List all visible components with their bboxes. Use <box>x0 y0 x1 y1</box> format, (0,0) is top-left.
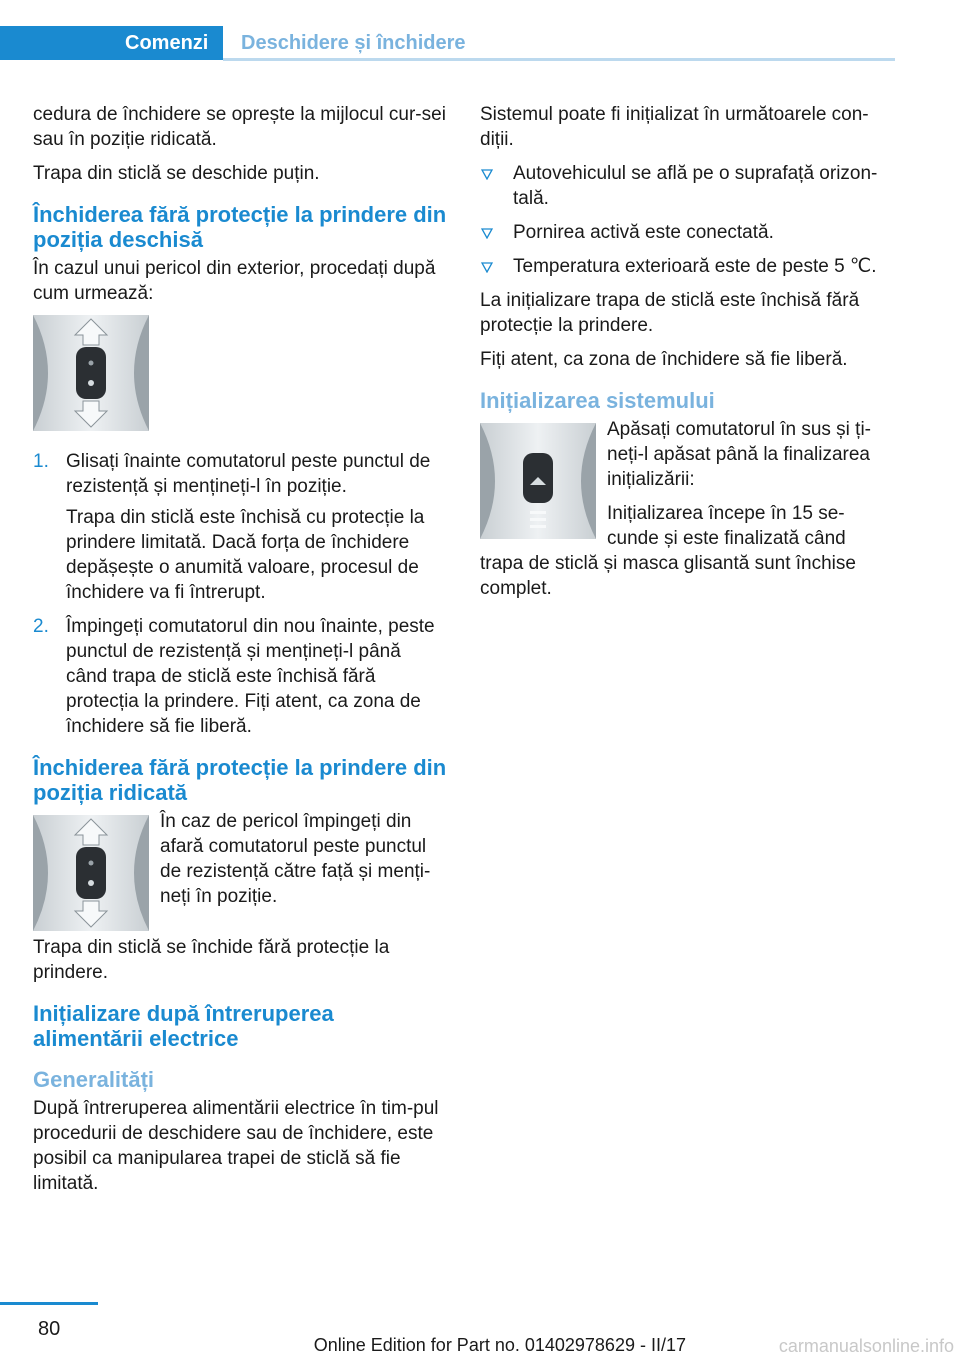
bullet-text: Pornirea activă este conectată. <box>513 222 774 243</box>
heading-system-init: Inițializarea sistemului <box>480 388 715 413</box>
page-header <box>0 0 960 62</box>
paragraph: După întreruperea alimentării electrice în tim‐pul procedurii de deschidere sau de închidere, este posibil ca manipularea trapei de sticlă să fie limitată. <box>33 1098 439 1194</box>
paragraph: cedura de închidere se oprește la mijlocul cur‐sei sau în poziție ridicată. <box>33 104 446 150</box>
list-item <box>33 449 447 605</box>
step-subtext: Trapa din sticlă este închisă cu protecție la prindere limitată. Dacă forța de închidere depășește o anumită valoare, procesul de închidere va fi întrerupt. <box>66 507 425 603</box>
section-tab-comenzi: Comenzi <box>0 26 223 60</box>
paragraph: Inițializarea începe în 15 se‐cunde și este finalizată când trapa de sticlă și masca glisantă sunt închise complet. <box>480 503 856 599</box>
paragraph: Trapa din sticlă se închide fără protecție la prindere. <box>33 937 390 983</box>
watermark: carmanualsonline.info <box>778 1336 954 1356</box>
right-column <box>480 102 894 610</box>
init-instructions <box>480 417 894 610</box>
edition-note: Online Edition for Part no. 01402978629 - II/17 <box>313 1335 686 1355</box>
bullet-text: Autovehiculul se află pe o suprafață orizon‐tală. <box>513 163 878 209</box>
step-text: Împingeți comutatorul din nou înainte, peste punctul de rezistență și mențineți-l până când trapa de sticlă este închisă fără protecția la prindere. Fiți atent, ca zona de închidere să fie liberă. <box>66 616 435 737</box>
paragraph: Sistemul poate fi inițializat în următoarele con‐diții. <box>480 104 869 150</box>
heading-close-open: Închiderea fără protecție la prindere din poziția deschisă <box>33 202 447 252</box>
roof-switch-icon <box>480 423 596 539</box>
step-number: 2. <box>33 616 49 637</box>
paragraph: Fiți atent, ca zona de închidere să fie liberă. <box>480 349 848 370</box>
heading-close-raised: Închiderea fără protecție la prindere din poziția ridicată <box>33 755 447 805</box>
raised-instructions <box>33 809 447 935</box>
roof-switch-icon <box>33 815 149 931</box>
list-item <box>480 220 894 245</box>
triangle-bullet-icon <box>481 228 493 239</box>
paragraph: Trapa din sticlă se deschide puțin. <box>33 163 320 184</box>
heading-init-power: Inițializare după întreruperea alimentării electrice <box>33 1001 334 1051</box>
footer-rule <box>0 1302 98 1305</box>
section-tab-deschidere: Deschidere și închidere <box>241 32 466 54</box>
header-rule <box>223 58 895 61</box>
triangle-bullet-icon <box>481 262 493 273</box>
heading-general: Generalități <box>33 1067 155 1092</box>
step-number: 1. <box>33 451 49 472</box>
left-column <box>33 102 447 1205</box>
steps-list <box>33 449 447 739</box>
bullet-text: Temperatura exterioară este de peste 5 ℃. <box>513 256 877 277</box>
paragraph: Apăsați comutatorul în sus și ți‐neți-l apăsat până la finalizarea inițializării: <box>607 419 871 490</box>
list-item <box>480 254 894 279</box>
triangle-bullet-icon <box>481 169 493 180</box>
list-item <box>480 161 894 211</box>
paragraph: În caz de pericol împingeți din afară comutatorul peste punctul de rezistență către față și menți‐neți în poziție. <box>160 811 431 907</box>
paragraph: La inițializare trapa de sticlă este închisă fără protecție la prindere. <box>480 290 860 336</box>
list-item <box>33 614 447 739</box>
paragraph: În cazul unui pericol din exterior, procedați după cum urmează: <box>33 258 436 304</box>
roof-switch-icon <box>33 315 447 431</box>
conditions-list <box>480 161 894 279</box>
step-text: Glisați înainte comutatorul peste punctul de rezistență și mențineți-l în poziție. <box>66 451 431 497</box>
page-number: 80 <box>38 1318 61 1340</box>
